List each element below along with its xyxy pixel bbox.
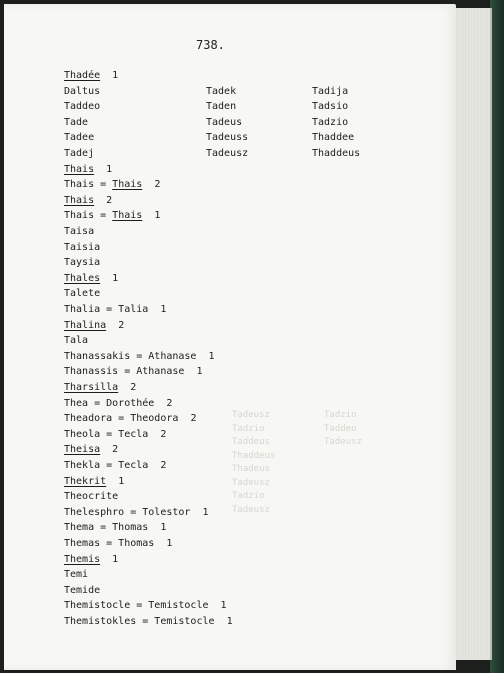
entry-name: Themistocle = Temistocle — [64, 600, 209, 612]
entry-name: Tadej — [64, 148, 95, 159]
entry-name: Tadee — [64, 132, 95, 144]
entry-count: 2 — [130, 382, 137, 393]
variant-item: Tadeusz — [206, 148, 249, 159]
list-item — [64, 257, 100, 269]
list-item — [64, 600, 227, 612]
list-item — [64, 210, 160, 222]
list-item — [64, 351, 215, 363]
list-item — [64, 273, 118, 285]
list-item — [64, 195, 112, 207]
list-item — [64, 429, 166, 441]
entry-name: Thekla = Tecla — [64, 460, 149, 471]
list-item — [64, 585, 100, 597]
book-cover-edge — [490, 0, 504, 673]
entry-name: Thekrit — [64, 475, 107, 487]
list-item — [64, 164, 112, 176]
variant-item: Thaddeus — [312, 148, 361, 159]
variant-item: Thaddee — [312, 132, 355, 144]
entry-count: 1 — [160, 522, 167, 534]
entry-name: Theocrite — [64, 491, 119, 503]
list-item — [64, 304, 166, 316]
list-item — [64, 507, 209, 519]
entry-name: Thais = — [64, 210, 113, 222]
list-item — [64, 476, 124, 488]
page-number: 738. — [196, 38, 225, 52]
entry-name: Temi — [64, 569, 89, 581]
show-through-line: Taddeus — [232, 437, 270, 447]
show-through-line: Tadeusz — [324, 437, 362, 447]
entry-name: Taysia — [64, 257, 101, 269]
entry-count: 1 — [220, 600, 227, 612]
entry-name: Taisia — [64, 241, 101, 253]
list-item — [64, 522, 166, 534]
list-item — [64, 616, 233, 628]
entry-name: Thea = Dorothée — [64, 397, 155, 409]
entry-name: Thanassis = Athanase — [64, 366, 185, 378]
list-item — [64, 179, 160, 191]
list-item — [64, 148, 94, 160]
book-page — [4, 4, 456, 670]
entry-name: Thelesphro = Tolestor — [64, 506, 191, 518]
entry-count: 1 — [118, 475, 125, 487]
entry-name: Thema = Thomas — [64, 522, 149, 534]
entry-count: 2 — [118, 319, 125, 331]
entry-name: Tala — [64, 335, 89, 347]
list-item — [64, 398, 172, 410]
entry-name: Tade — [64, 116, 89, 128]
entry-count: 2 — [160, 460, 167, 471]
show-through-line: Taddeo — [324, 423, 357, 434]
entry-name: Themistokles = Temistocle — [64, 616, 215, 627]
show-through-line: Tadeusz — [232, 477, 270, 488]
entry-count: 1 — [112, 70, 119, 81]
list-item — [64, 538, 172, 550]
entry-name: Thais — [64, 194, 95, 206]
entry-count: 2 — [154, 179, 161, 191]
entry-name: Thanassakis = Athanase — [64, 350, 197, 362]
entry-count: 1 — [112, 553, 119, 565]
entry-count: 1 — [196, 366, 203, 378]
show-through-line: Tadzio — [232, 491, 265, 501]
show-through-line: Tadeusz — [232, 504, 270, 515]
entry-name: Themas = Thomas — [64, 538, 155, 549]
entry-name: Thales — [64, 272, 101, 284]
entry-name: Thais — [64, 163, 95, 175]
show-through-line: Thaddeus — [232, 450, 276, 461]
entry-count: 2 — [190, 413, 197, 425]
list-item — [64, 382, 136, 394]
entry-name: Daltus — [64, 85, 101, 97]
entry-count: 1 — [166, 538, 173, 549]
list-item — [64, 117, 88, 129]
list-item — [64, 242, 100, 254]
entry-name: Theisa — [64, 444, 101, 456]
list-item — [64, 413, 196, 425]
list-item — [64, 569, 88, 581]
entry-reference: Thais — [112, 210, 143, 222]
list-item — [64, 366, 203, 378]
list-item — [64, 320, 124, 332]
entry-name: Taddeo — [64, 101, 101, 113]
entry-name: Thais = — [64, 179, 113, 191]
entry-name: Taisa — [64, 226, 95, 237]
list-item — [64, 288, 100, 300]
entry-name: Temide — [64, 584, 101, 596]
entry-name: Thadée — [64, 70, 101, 81]
list-item — [64, 491, 118, 503]
entry-name: Themis — [64, 553, 101, 565]
entry-reference: Thais — [112, 179, 143, 191]
entry-count: 2 — [166, 397, 173, 409]
list-item — [64, 226, 94, 238]
entry-count: 1 — [112, 272, 119, 284]
list-item — [64, 444, 118, 456]
variant-item: Tadzio — [312, 116, 349, 128]
entry-name: Thalina — [64, 319, 107, 331]
entry-count: 1 — [160, 304, 167, 315]
list-item — [64, 554, 118, 566]
entry-count: 1 — [226, 616, 233, 627]
list-item — [64, 86, 100, 98]
page-stack-edge — [456, 8, 492, 660]
list-item — [64, 460, 166, 472]
list-item — [64, 335, 88, 347]
variant-item: Tadsio — [312, 101, 349, 113]
list-item — [64, 132, 94, 144]
entry-count: 1 — [208, 350, 215, 362]
entry-count: 1 — [106, 163, 113, 175]
list-item — [64, 70, 118, 82]
list-item — [64, 101, 100, 113]
entry-name: Theola = Tecla — [64, 428, 149, 440]
entry-name: Thalia = Talia — [64, 304, 149, 315]
entry-name: Talete — [64, 288, 101, 300]
entry-count: 2 — [106, 194, 113, 206]
variant-item: Tadeuss — [206, 132, 249, 144]
show-through-line: Tadzio — [232, 423, 265, 434]
entry-name: Tharsilla — [64, 382, 119, 393]
variant-item: Taden — [206, 101, 237, 113]
variant-item: Tadek — [206, 85, 237, 97]
show-through-line: Thadeus — [232, 464, 270, 474]
entry-count: 1 — [202, 506, 209, 518]
entry-count: 1 — [154, 210, 161, 222]
entry-count: 2 — [112, 444, 119, 456]
show-through-line: Tadeusz — [232, 410, 270, 420]
variant-item: Tadeus — [206, 116, 243, 128]
entry-count: 2 — [160, 428, 167, 440]
entry-name: Theadora = Theodora — [64, 413, 179, 425]
variant-item: Tadija — [312, 85, 349, 97]
show-through-line: Tadzio — [324, 410, 357, 420]
